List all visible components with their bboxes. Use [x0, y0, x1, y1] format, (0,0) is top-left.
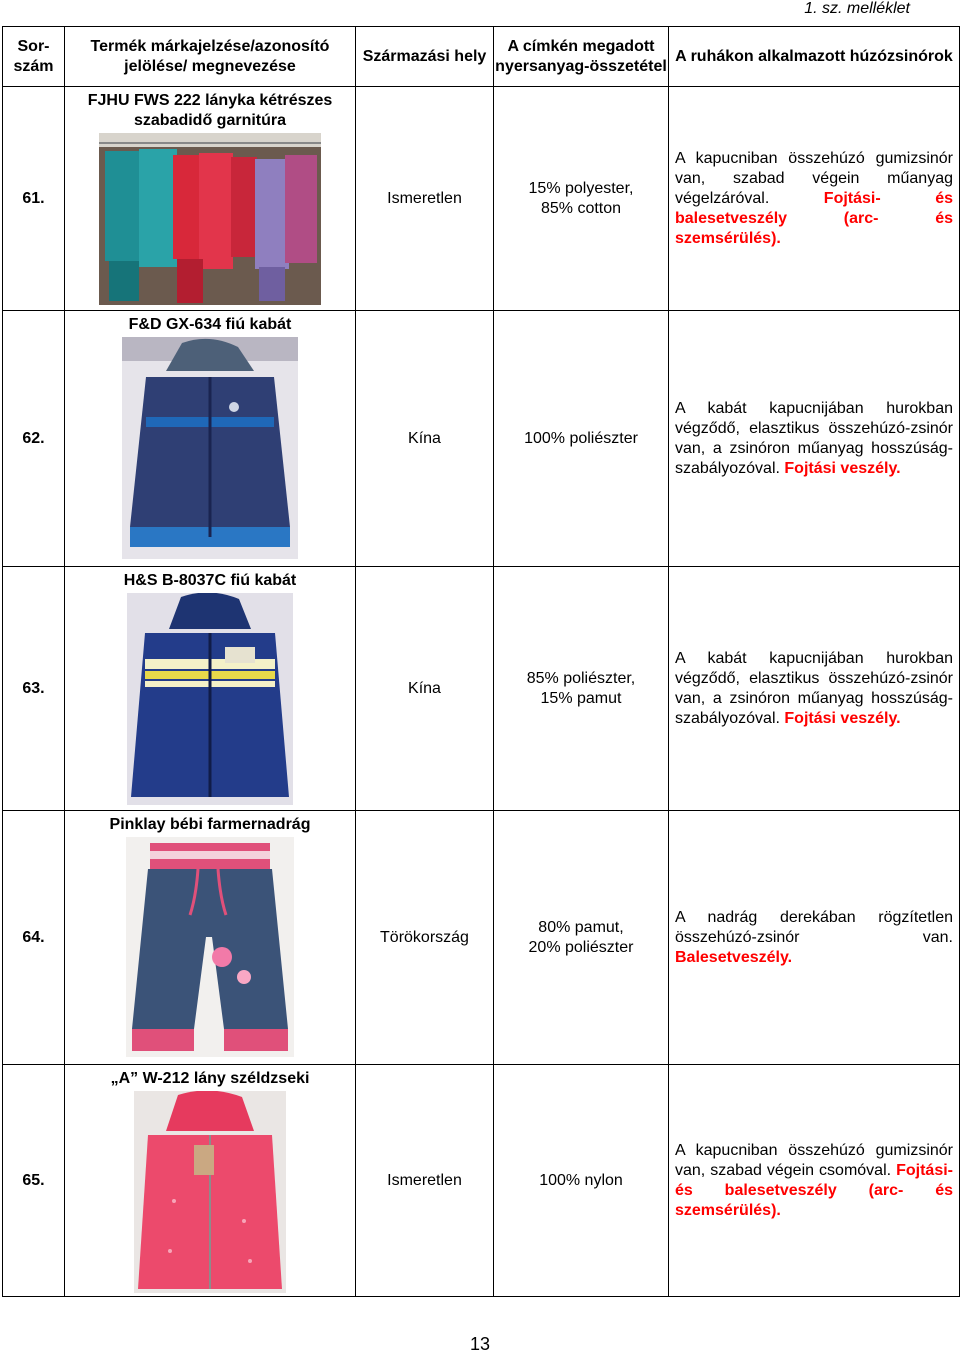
windbreaker-photo	[134, 1091, 286, 1293]
origin-cell: Törökország	[356, 811, 494, 1065]
description-text: A kabát kapucnijában hurokban végződő, elasztikus összehúzó-zsinór van, a zsinóron műanyag hosszúság-szabályozóval.	[675, 399, 953, 477]
annex-label: 1. sz. melléklet	[804, 0, 910, 17]
material-cell	[494, 1065, 669, 1297]
product-name: H&S B-8037C fiú kabát	[123, 572, 297, 589]
row-number: 65.	[3, 1065, 65, 1297]
material-line-2: 85% cotton	[540, 199, 622, 217]
product-name: Pinklay bébi farmernadrág	[109, 816, 311, 833]
table-row	[3, 87, 960, 311]
description-text: A kapucniban összehúzó gumizsinór van, szabad végein csomóval.	[675, 1141, 953, 1179]
origin-cell: Kína	[356, 567, 494, 811]
material-line-1: 15% polyester,	[528, 179, 634, 197]
product-cell	[65, 87, 356, 311]
tracksuit-photo	[99, 133, 321, 305]
jeans-photo	[126, 837, 294, 1057]
product-cell	[65, 311, 356, 567]
product-name: FJHU FWS 222 lányka kétrészes szabadidő garnitúra	[87, 92, 333, 129]
row-number: 61.	[3, 87, 65, 311]
material-line-1: 85% poliészter,	[526, 669, 636, 687]
hazard-text: Fojtási veszély.	[784, 709, 901, 727]
header-no: Sor-szám	[3, 27, 65, 87]
jacket-photo	[127, 593, 293, 805]
row-number: 63.	[3, 567, 65, 811]
description-cell	[669, 87, 960, 311]
page-number: 13	[469, 1334, 491, 1354]
description-cell	[669, 811, 960, 1065]
material-line-2: 15% pamut	[540, 689, 622, 707]
product-table	[2, 26, 960, 1297]
table-row	[3, 311, 960, 567]
hazard-text: Fojtási- és balesetveszély (arc- és szemsérülés).	[675, 1161, 953, 1219]
row-number: 64.	[3, 811, 65, 1065]
description-text: A kabát kapucnijában hurokban végződő, elasztikus összehúzó-zsinór van, a zsinóron műanyag hosszúság-szabályozóval.	[675, 649, 953, 727]
product-cell	[65, 1065, 356, 1297]
material-cell	[494, 811, 669, 1065]
material-line-1: 100% nylon	[539, 1171, 623, 1189]
header-material: A címkén megadott nyersanyag-összetétel	[494, 27, 669, 87]
table-row	[3, 567, 960, 811]
material-cell	[494, 311, 669, 567]
origin-cell: Kína	[356, 311, 494, 567]
description-text: A nadrág derekában rögzítetlen összehúzó-zsinór van.	[675, 908, 953, 946]
table-row	[3, 1065, 960, 1297]
description-text: A kapucniban összehúzó gumizsinór van, szabad végein műanyag végelzáróval.	[675, 149, 953, 207]
header-origin: Származási hely	[356, 27, 494, 87]
origin-cell: Ismeretlen	[356, 87, 494, 311]
row-number: 62.	[3, 311, 65, 567]
hazard-text: Balesetveszély.	[675, 948, 793, 966]
product-cell	[65, 567, 356, 811]
description-cell	[669, 567, 960, 811]
table-row	[3, 811, 960, 1065]
product-cell	[65, 811, 356, 1065]
hazard-text: Fojtási veszély.	[784, 459, 901, 477]
origin-cell: Ismeretlen	[356, 1065, 494, 1297]
product-name: F&D GX-634 fiú kabát	[128, 316, 292, 333]
material-line-1: 80% pamut,	[538, 918, 624, 936]
material-line-1: 100% poliészter	[524, 429, 638, 447]
material-line-2: 20% poliészter	[528, 938, 634, 956]
material-cell	[494, 87, 669, 311]
material-cell	[494, 567, 669, 811]
product-name: „A” W-212 lány széldzseki	[110, 1070, 310, 1087]
hazard-text: Fojtási- és balesetveszély (arc- és szemsérülés).	[675, 189, 953, 247]
header-name: Termék márkajelzése/azonosító jelölése/ megnevezése	[65, 27, 356, 87]
header-cords: A ruhákon alkalmazott húzózsinórok	[669, 27, 960, 87]
description-cell	[669, 311, 960, 567]
table-header-row	[3, 27, 960, 87]
description-cell	[669, 1065, 960, 1297]
jacket-photo	[122, 337, 298, 559]
